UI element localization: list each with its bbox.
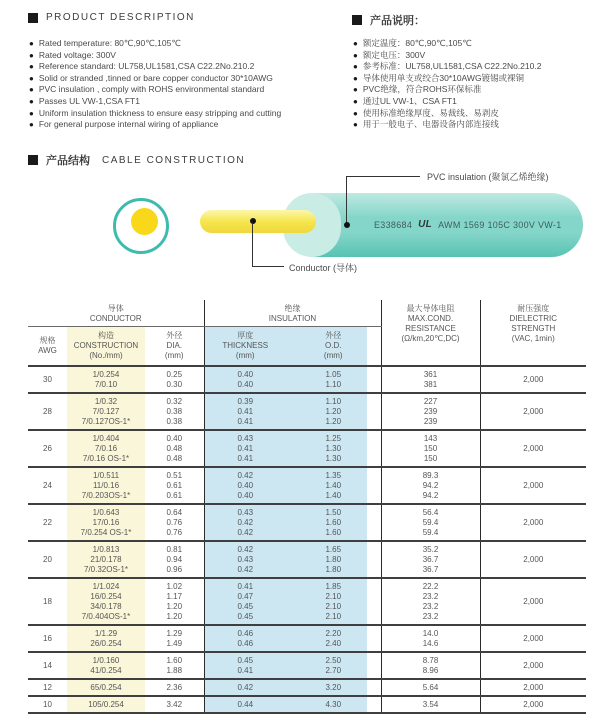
bullet-icon: ● (29, 39, 34, 48)
spec-table-body (28, 366, 586, 713)
bullet-text: For general purpose internal wiring of appliance (38, 119, 219, 130)
bullet-text: Rated voltage: 300V (38, 49, 116, 60)
product-notes-header (352, 12, 425, 28)
bullet-icon: ● (29, 73, 34, 83)
cell-resistance: 143 150 150 (381, 430, 480, 467)
construction-title-cn: 产品结构 (46, 155, 90, 167)
cell-dia: 0.32 0.38 0.38 (166, 396, 183, 426)
cell-od: 1.35 1.40 1.40 (286, 467, 381, 504)
cell-dielectric: 2,000 (480, 504, 586, 541)
group-conductor-en: CONDUCTOR (89, 314, 142, 323)
bullet-text: Solid or stranded ,tinned or bare copper conductor 30*10AWG (38, 72, 273, 83)
cross-section-conductor-core (131, 208, 158, 235)
cell-resistance: 14.0 14.6 (381, 625, 480, 652)
bullet-icon: ● (29, 96, 34, 106)
bullet-text: Reference standard: UL758,UL1581,CSA C22.2No.210.2 (38, 61, 255, 72)
spec-row-awg-10 (28, 696, 586, 713)
cell-dielectric: 2,000 (480, 366, 586, 393)
cell-resistance: 56.4 59.4 59.4 (381, 504, 480, 541)
bullet-text: 参考标准：UL758,UL1581,CSA C22.2No.210.2 (362, 61, 542, 72)
cell-resistance: 22.2 23.2 23.2 23.2 (381, 578, 480, 625)
cell-awg: 24 (43, 480, 52, 490)
bullet-text: 额定温度：80℃,90℃,105℃ (362, 38, 472, 48)
cell-thickness: 0.41 0.47 0.45 0.45 (204, 578, 286, 625)
conductor-callout-dot (250, 218, 256, 224)
group-header-row (28, 300, 586, 327)
cell-resistance: 227 239 239 (381, 393, 480, 430)
cell-resistance: 5.64 (381, 679, 480, 696)
section-square-icon (28, 13, 38, 23)
cell-od: 4.30 (286, 696, 381, 713)
cell-construction: 1/0.160 41/0.254 (67, 652, 145, 679)
cell-dia: 0.64 0.76 0.76 (166, 507, 183, 537)
bullet-text: 通过UL VW-1、CSA FT1 (362, 95, 457, 106)
cell-construction: 1/0.643 17/0.16 7/0.254 OS-1* (67, 504, 145, 541)
bullet-text: 用于一般电子、电器设备内部连接线 (362, 119, 499, 130)
cell-thickness: 0.42 (204, 679, 286, 696)
section-square-icon (28, 155, 38, 165)
bullet-text: Rated temperature: 80℃,90℃,105℃ (38, 38, 181, 48)
col-header-awg: 规格 AWG (38, 336, 57, 356)
col-header-construction: 构造 CONSTRUCTION (No./mm) (67, 327, 145, 366)
bullet-icon: ● (353, 50, 358, 60)
cell-thickness: 0.40 0.40 (204, 366, 286, 393)
spec-row-awg-26 (28, 430, 586, 467)
cell-awg: 18 (43, 596, 52, 606)
cell-awg: 12 (43, 682, 52, 692)
cell-thickness: 0.42 0.43 0.42 (204, 541, 286, 578)
cell-od: 3.20 (286, 679, 381, 696)
cell-awg: 16 (43, 633, 52, 643)
cell-od: 1.05 1.10 (286, 366, 381, 393)
construction-title-en: CABLE CONSTRUCTION (102, 154, 246, 166)
group-conductor-cn: 导体 (107, 304, 124, 313)
group-header-insulation (204, 300, 381, 327)
cell-dielectric: 2,000 (480, 679, 586, 696)
col-header-od: 外径 O.D. (mm) (286, 327, 381, 366)
bullet-icon: ● (29, 108, 34, 118)
cell-awg: 30 (43, 374, 52, 384)
cell-awg: 28 (43, 406, 52, 416)
bullet-icon: ● (353, 120, 358, 130)
cable-print-marking (374, 219, 562, 230)
cell-construction: 65/0.254 (67, 679, 145, 696)
cell-thickness: 0.42 0.40 0.40 (204, 467, 286, 504)
bullet-text: PVC绝缘，符合ROHS环保标准 (362, 84, 482, 95)
bullet-text: PVC insulation , comply with ROHS environmental standard (38, 84, 265, 95)
cell-dia: 1.02 1.17 1.20 1.20 (166, 581, 183, 621)
product-description-list (29, 38, 349, 131)
cell-resistance: 35.2 36.7 36.7 (381, 541, 480, 578)
cell-dielectric: 2,000 (480, 393, 586, 430)
product-notes-title: 产品说明： (370, 15, 425, 27)
bullet-text: Uniform insulation thickness to ensure easy stripping and cutting (38, 107, 282, 118)
bullet-icon: ● (353, 85, 358, 95)
bullet-icon: ● (353, 96, 358, 106)
cell-construction: 1/0.32 7/0.127 7/0.127OS-1* (67, 393, 145, 430)
product-notes-list (353, 38, 603, 131)
bullet-icon: ● (353, 62, 358, 72)
cell-awg: 22 (43, 517, 52, 527)
cell-dia: 3.42 (166, 699, 183, 709)
bullet-icon: ● (29, 62, 34, 72)
product-description-title: PRODUCT DESCRIPTION (46, 12, 195, 23)
cell-resistance: 89.3 94.2 94.2 (381, 467, 480, 504)
cell-dielectric: 2,000 (480, 430, 586, 467)
bullet-text: 导体使用单支或绞合30*10AWG镀锡或裸铜 (362, 72, 525, 83)
cell-dielectric: 2,000 (480, 652, 586, 679)
cell-dielectric: 2,000 (480, 467, 586, 504)
ul-logo-icon: UL (418, 219, 433, 230)
cell-od: 1.25 1.30 1.30 (286, 430, 381, 467)
cell-dia: 2.36 (166, 682, 183, 692)
cell-thickness: 0.44 (204, 696, 286, 713)
cell-dia: 1.29 1.49 (166, 628, 183, 648)
conductor-callout-line-horizontal (252, 266, 284, 267)
cell-resistance: 361 381 (381, 366, 480, 393)
cell-od: 2.20 2.40 (286, 625, 381, 652)
cell-awg: 10 (43, 699, 52, 709)
spec-row-awg-12 (28, 679, 586, 696)
cell-construction: 1/0.254 7/0.10 (67, 366, 145, 393)
cell-construction: 1/0.404 7/0.16 7/0.16 OS-1* (67, 430, 145, 467)
cell-dia: 0.81 0.94 0.96 (166, 544, 183, 574)
cell-dia: 0.25 0.30 (166, 369, 183, 389)
cell-construction: 1/1.024 16/0.254 34/0.178 7/0.404OS-1* (67, 578, 145, 625)
spec-row-awg-30 (28, 366, 586, 393)
cell-construction: 105/0.254 (67, 696, 145, 713)
insulation-callout-line-vertical (346, 176, 347, 225)
bullet-icon: ● (29, 120, 34, 130)
bullet-text: 额定电压：300V (362, 49, 426, 60)
awm-marking: AWM 1569 105C 300V VW-1 (438, 219, 562, 230)
spec-row-awg-16 (28, 625, 586, 652)
cell-dielectric: 2,000 (480, 696, 586, 713)
col-header-resistance: 最大导体电阻 MAX.COND. RESISTANCE (Ω/km,20℃,DC) (381, 300, 480, 366)
conductor-label: Conductor (导体) (289, 263, 358, 273)
cell-thickness: 0.45 0.41 (204, 652, 286, 679)
cell-resistance: 8.78 8.96 (381, 652, 480, 679)
spec-row-awg-20 (28, 541, 586, 578)
col-header-thickness: 厚度 THICKNESS (mm) (204, 327, 286, 366)
cell-od: 1.10 1.20 1.20 (286, 393, 381, 430)
section-square-icon (352, 15, 362, 25)
cell-dia: 0.40 0.48 0.48 (166, 433, 183, 463)
cell-dielectric: 2,000 (480, 578, 586, 625)
bullet-icon: ● (353, 73, 358, 83)
cell-od: 1.50 1.60 1.60 (286, 504, 381, 541)
insulation-callout-dot (344, 222, 350, 228)
cell-od: 1.65 1.80 1.80 (286, 541, 381, 578)
insulation-label: PVC insulation (聚氯乙烯绝缘) (427, 172, 549, 182)
spec-table-grid (28, 300, 586, 714)
bullet-icon: ● (29, 85, 34, 95)
spec-row-awg-22 (28, 504, 586, 541)
bullet-icon: ● (29, 50, 34, 60)
cell-dielectric: 2,000 (480, 625, 586, 652)
spec-row-awg-14 (28, 652, 586, 679)
cell-dia: 0.51 0.61 0.61 (166, 470, 183, 500)
conductor-callout-line-vertical (252, 223, 253, 266)
cell-od: 1.85 2.10 2.10 2.10 (286, 578, 381, 625)
cell-thickness: 0.39 0.41 0.41 (204, 393, 286, 430)
cell-thickness: 0.46 0.46 (204, 625, 286, 652)
cell-construction: 1/0.813 21/0.178 7/0.32OS-1* (67, 541, 145, 578)
col-header-dielectric: 耐压强度 DIELECTRIC STRENGTH (VAC, 1min) (480, 300, 586, 366)
cell-od: 2.50 2.70 (286, 652, 381, 679)
insulation-callout-line-horizontal (346, 176, 420, 177)
cell-awg: 26 (43, 443, 52, 453)
ul-file-number: E338684 (374, 219, 413, 230)
bullet-icon: ● (353, 108, 358, 118)
cell-construction: 1/1.29 26/0.254 (67, 625, 145, 652)
cell-awg: 20 (43, 554, 52, 564)
group-header-conductor (28, 300, 204, 327)
product-description-header (28, 12, 195, 23)
cell-dielectric: 2,000 (480, 541, 586, 578)
spec-row-awg-28 (28, 393, 586, 430)
spec-row-awg-18 (28, 578, 586, 625)
cell-thickness: 0.43 0.42 0.42 (204, 504, 286, 541)
spec-row-awg-24 (28, 467, 586, 504)
bullet-text: Passes UL VW-1,CSA FT1 (38, 95, 140, 106)
cell-awg: 14 (43, 660, 52, 670)
group-insulation-cn: 绝缘 (284, 304, 301, 313)
bullet-text: 使用标准绝缘厚度、易裁线、易剥皮 (362, 107, 499, 118)
cell-dia: 1.60 1.88 (166, 655, 183, 675)
col-header-dia: 外径 DIA. (mm) (164, 331, 184, 361)
cell-construction: 1/0.511 11/0.16 7/0.203OS-1* (67, 467, 145, 504)
spec-table (28, 300, 586, 714)
group-insulation-en: INSULATION (268, 314, 317, 323)
construction-header (28, 152, 245, 168)
bullet-icon: ● (353, 39, 358, 48)
cell-thickness: 0.43 0.41 0.41 (204, 430, 286, 467)
cell-resistance: 3.54 (381, 696, 480, 713)
conductor-rod (200, 210, 316, 233)
